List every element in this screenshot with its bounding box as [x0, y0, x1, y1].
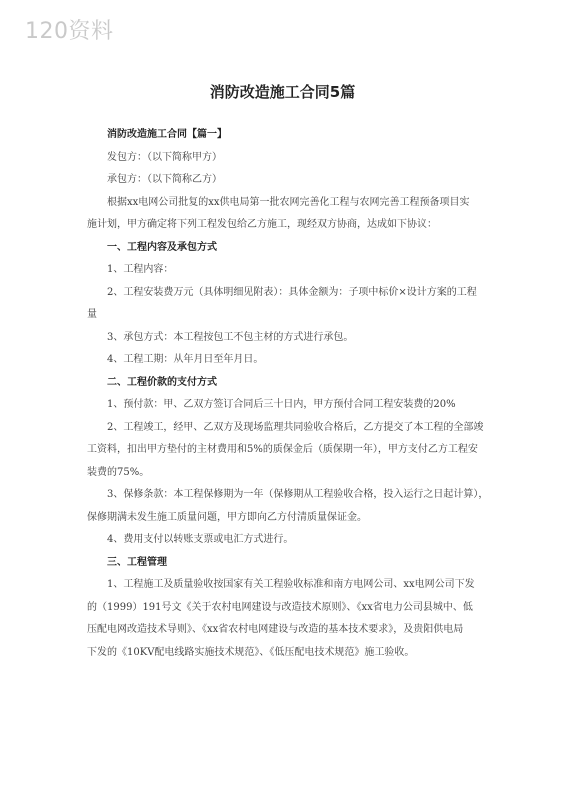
paragraph-line: 1、预付款：甲、乙双方签订合同后三十日内，甲方预付合同工程安装费的20% — [107, 399, 456, 410]
section-heading: 二、工程价款的支付方式 — [107, 376, 217, 388]
paragraph-line: 根据xx电网公司批复的xx供电局第一批农网完善化工程与农网完善工程预备项目实 — [107, 196, 470, 208]
watermark: 120资料 — [25, 19, 114, 44]
paragraph-line: 1、工程内容： — [107, 264, 174, 275]
document-title: 消防改造施工合同5篇 — [209, 83, 356, 101]
paragraph-line: 装费的75%。 — [87, 466, 150, 478]
paragraph-line: 发包方：（以下简称甲方） — [107, 151, 222, 163]
paragraph-line: 压配电网改造技术导则》、《xx省农村电网建设与改造的基本技术要求》，及贵阳供电局 — [87, 624, 464, 635]
paragraph-line: 承包方：（以下简称乙方） — [107, 174, 222, 185]
paragraph-line: 4、费用支付以转账支票或电汇方式进行。 — [107, 534, 294, 545]
paragraph-line: 4、工程工期：从年月日至年月日。 — [107, 354, 264, 365]
paragraph-line: 施计划，甲方确定将下列工程发包给乙方施工，现经双方协商，达成如下协议： — [87, 219, 437, 230]
paragraph-line: 工资料，扣出甲方垫付的主材费用和5%的质保金后（质保期一年），甲方支付乙方工程安 — [87, 444, 478, 455]
paragraph-line: 下发的《10KV配电线路实施技术规范》、《低压配电技术规范》施工验收。 — [87, 646, 415, 658]
paragraph-line: 的（1999）191号文《关于农村电网建设与改造技术原则》、《xx省电力公司县城中、低 — [87, 601, 473, 613]
paragraph-line: 2、工程竣工，经甲、乙双方及现场监理共同验收合格后，乙方提交了本工程的全部竣 — [107, 421, 484, 433]
paragraph-line: 1、工程施工及质量验收按国家有关工程验收标准和南方电网公司、xx电网公司下发 — [107, 579, 475, 590]
paragraph-line: 3、承包方式：本工程按包工不包主材的方式进行承包。 — [107, 331, 354, 343]
paragraph-line: 量 — [87, 309, 97, 320]
paragraph-line: 保修期满未发生施工质量问题，甲方即向乙方付清质量保证金。 — [87, 511, 367, 523]
document-body — [87, 124, 487, 664]
section-heading: 一、工程内容及承包方式 — [107, 241, 217, 253]
section-heading: 消防改造施工合同【篇一】 — [107, 129, 227, 140]
paragraph-line: 2、工程安装费万元（具体明细见附表）：具体金额为：子项中标价×设计方案的工程 — [107, 286, 477, 298]
section-heading: 三、工程管理 — [107, 556, 167, 568]
paragraph-line: 3、保修条款：本工程保修期为一年（保修期从工程验收合格，投入运行之日起计算）， — [107, 489, 489, 500]
